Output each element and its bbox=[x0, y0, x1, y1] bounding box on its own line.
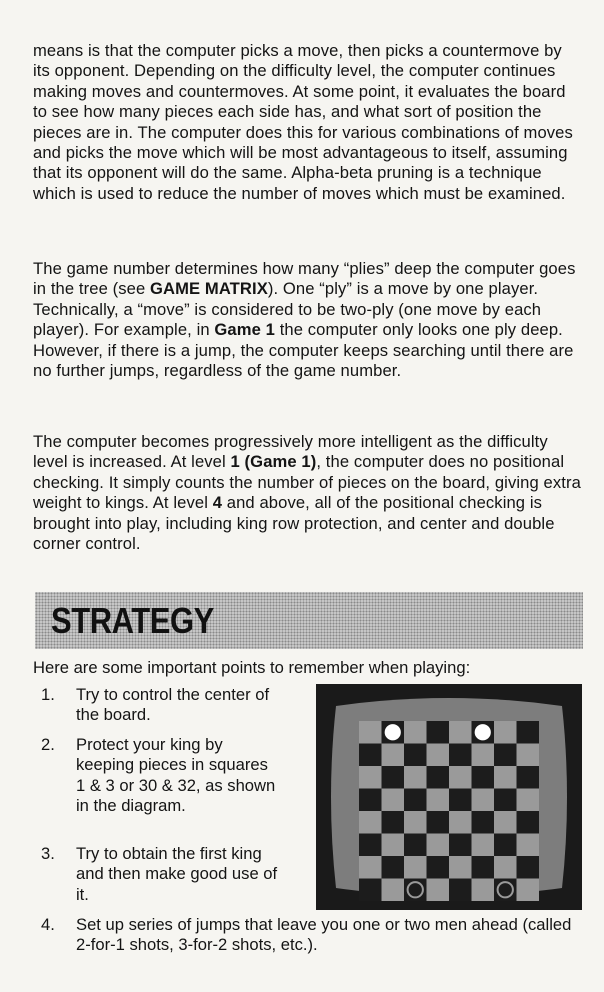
board-square bbox=[449, 721, 472, 744]
board-square bbox=[427, 721, 450, 744]
board-square bbox=[494, 834, 517, 857]
board-square bbox=[517, 879, 540, 902]
board-squares bbox=[359, 721, 539, 901]
board-square bbox=[449, 856, 472, 879]
level-4-reference: 4 bbox=[212, 493, 223, 513]
board-square bbox=[494, 811, 517, 834]
board-square bbox=[427, 789, 450, 812]
board-square bbox=[517, 811, 540, 834]
list-item-number: 4. bbox=[41, 915, 55, 934]
board-square bbox=[449, 789, 472, 812]
list-item-text: Try to control the center of the board. bbox=[76, 685, 270, 725]
paragraph-text: The computer becomes progressively more intelligent as the difficulty level is increased. At level bbox=[33, 432, 548, 472]
game-matrix-reference: GAME MATRIX bbox=[150, 279, 268, 299]
section-title: STRATEGY bbox=[51, 600, 214, 641]
board-square bbox=[404, 744, 427, 767]
list-item-text: Set up series of jumps that leave you one or two men ahead (called 2-for-1 shots, 3-for-2 shots, etc.). bbox=[76, 915, 572, 955]
white-checker-piece bbox=[385, 724, 401, 740]
board-square bbox=[472, 856, 495, 879]
board-square bbox=[359, 879, 382, 902]
board-square bbox=[382, 766, 405, 789]
board-square bbox=[517, 721, 540, 744]
paragraph-game-number bbox=[33, 259, 581, 381]
board-square bbox=[427, 744, 450, 767]
board-square bbox=[427, 834, 450, 857]
board-square bbox=[359, 811, 382, 834]
board-square bbox=[449, 879, 472, 902]
white-checker-piece bbox=[475, 724, 491, 740]
board-square bbox=[427, 766, 450, 789]
board-square bbox=[382, 879, 405, 902]
board-square bbox=[449, 744, 472, 767]
board-square bbox=[449, 834, 472, 857]
board-square bbox=[517, 744, 540, 767]
paragraph-text: and above, all of the positional checking is brought into play, including king row protection, and center and double corner control. bbox=[33, 493, 555, 554]
board-square bbox=[494, 721, 517, 744]
board-square bbox=[472, 834, 495, 857]
board-square bbox=[382, 856, 405, 879]
board-square bbox=[427, 856, 450, 879]
checkerboard-svg bbox=[316, 684, 582, 910]
board-square bbox=[517, 834, 540, 857]
board-square bbox=[404, 834, 427, 857]
list-item-text: Protect your king by keeping pieces in squares 1 & 3 or 30 & 32, as shown in the diagram. bbox=[76, 735, 276, 816]
board-square bbox=[472, 789, 495, 812]
list-item-number: 1. bbox=[41, 685, 55, 704]
paragraph-text: ). One “ply” is a move by one player. Technically, a “move” is considered to be two-ply (one move by each player). For example, in bbox=[33, 279, 542, 340]
board-square bbox=[472, 744, 495, 767]
board-square bbox=[404, 721, 427, 744]
board-square bbox=[517, 789, 540, 812]
board-square bbox=[359, 744, 382, 767]
dark-checker-piece bbox=[498, 882, 513, 897]
board-square bbox=[382, 789, 405, 812]
level-1-reference: 1 (Game 1) bbox=[230, 452, 317, 472]
paragraph-text: the computer only looks one ply deep. However, if there is a jump, the computer keeps searching until there are no further jumps, regardless of the game number. bbox=[33, 320, 574, 381]
board-square bbox=[472, 811, 495, 834]
board-square bbox=[359, 789, 382, 812]
board-square bbox=[494, 766, 517, 789]
dark-checker-piece bbox=[408, 882, 423, 897]
paragraph-text: , the computer does no positional checking. It simply counts the number of pieces on the board, giving extra weight to kings. At level bbox=[33, 452, 581, 513]
board-square bbox=[494, 789, 517, 812]
board-square bbox=[404, 789, 427, 812]
checkerboard-diagram-icon bbox=[316, 684, 582, 910]
strategy-intro: Here are some important points to remember when playing: bbox=[33, 658, 471, 677]
board-square bbox=[427, 811, 450, 834]
board-square bbox=[517, 856, 540, 879]
paragraph-minimax bbox=[33, 41, 581, 204]
board-square bbox=[472, 766, 495, 789]
board-square bbox=[404, 811, 427, 834]
board-square bbox=[472, 879, 495, 902]
list-item-number: 3. bbox=[41, 844, 55, 863]
board-square bbox=[382, 744, 405, 767]
paragraph-difficulty bbox=[33, 432, 581, 554]
board-square bbox=[382, 811, 405, 834]
list-item-text: Try to obtain the first king and then make good use of it. bbox=[76, 844, 278, 904]
board-square bbox=[517, 766, 540, 789]
board-square bbox=[359, 834, 382, 857]
board-square bbox=[359, 766, 382, 789]
board-square bbox=[382, 834, 405, 857]
paragraph-text: The game number determines how many “plies” deep the computer goes in the tree (see bbox=[33, 259, 576, 299]
board-square bbox=[404, 856, 427, 879]
paragraph-minimax-text: means is that the computer picks a move, then picks a countermove by its opponent. Depending on the difficulty level, the computer continues making moves and countermoves. At some point, it evaluates the board to see how many pieces each side has, and what sort of position the pieces are in. The computer does this for various combinations of moves and picks the move which will be most advantageous to itself, assuming that its opponent will do the same. Alpha-beta pruning is a technique which is used to reduce the number of moves which must be examined. bbox=[33, 41, 573, 203]
board-square bbox=[449, 811, 472, 834]
board-square bbox=[404, 766, 427, 789]
game-1-reference: Game 1 bbox=[214, 320, 275, 340]
board-square bbox=[359, 856, 382, 879]
board-square bbox=[427, 879, 450, 902]
board-square bbox=[494, 856, 517, 879]
section-banner bbox=[35, 592, 583, 649]
list-item-number: 2. bbox=[41, 735, 55, 754]
board-square bbox=[359, 721, 382, 744]
board-square bbox=[494, 744, 517, 767]
board-square bbox=[449, 766, 472, 789]
